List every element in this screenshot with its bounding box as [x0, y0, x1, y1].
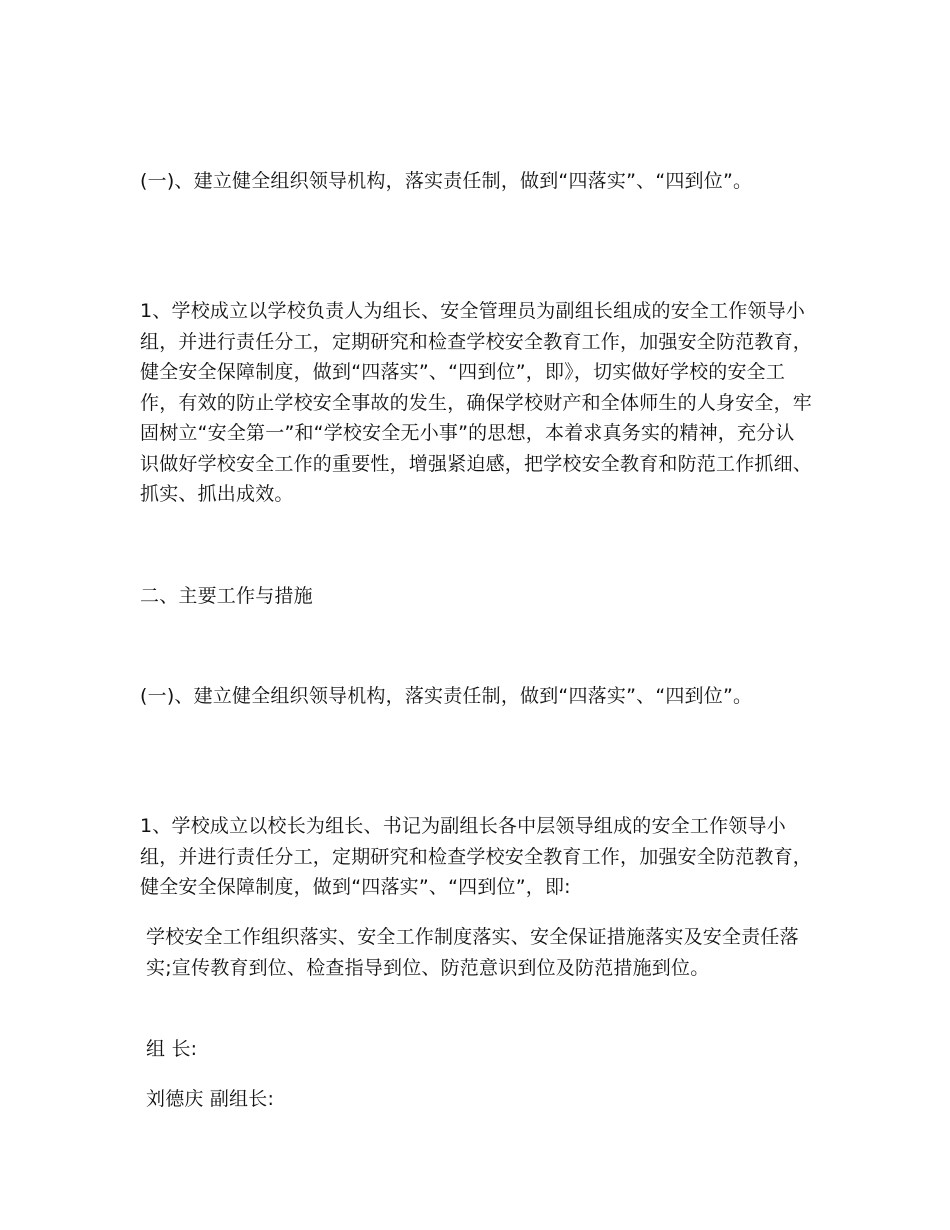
paragraph-four-implementations: 学校安全工作组织落实、安全工作制度落实、安全保证措施落实及安全责任落实;宣传教育到位、检查指导到位、防范意识到位及防范措施到位。 [146, 926, 799, 979]
leader-name-line: 刘德庆 副组长: [146, 1088, 275, 1110]
leader-label: 组 长: [146, 1038, 198, 1060]
subsection-1-heading: (一)、建立健全组织领导机构，落实责任制，做到“四落实”、“四到位”。 [140, 685, 753, 707]
section-2-heading: 二、主要工作与措施 [140, 585, 313, 607]
paragraph-safety-group-2: 1、学校成立以校长为组长、书记为副组长各中层领导组成的安全工作领导小组，并进行责任分工，定期研究和检查学校安全教育工作，加强安全防范教育，健全安全保障制度，做到“四落实”、“四到位”，即: [140, 815, 813, 898]
section-1-heading: (一)、建立健全组织领导机构，落实责任制，做到“四落实”、“四到位”。 [140, 170, 753, 192]
paragraph-safety-group-1: 1、学校成立以学校负责人为组长、安全管理员为副组长组成的安全工作领导小组，并进行责任分工，定期研究和检查学校安全教育工作，加强安全防范教育，健全安全保障制度，做到“四落实”、“四到位”，即》，切实做好学校的安全工作，有效的防止学校安全事故的发生，确保学校财产和全体师生的人身安全，牢固树立“安全第一”和“学校安全无小事”的思想，本着求真务实的精神，充分认识做好学校安全工作的重要性，增强紧迫感，把学校安全教育和防范工作抓细、抓实、抓出成效。 [140, 300, 813, 505]
